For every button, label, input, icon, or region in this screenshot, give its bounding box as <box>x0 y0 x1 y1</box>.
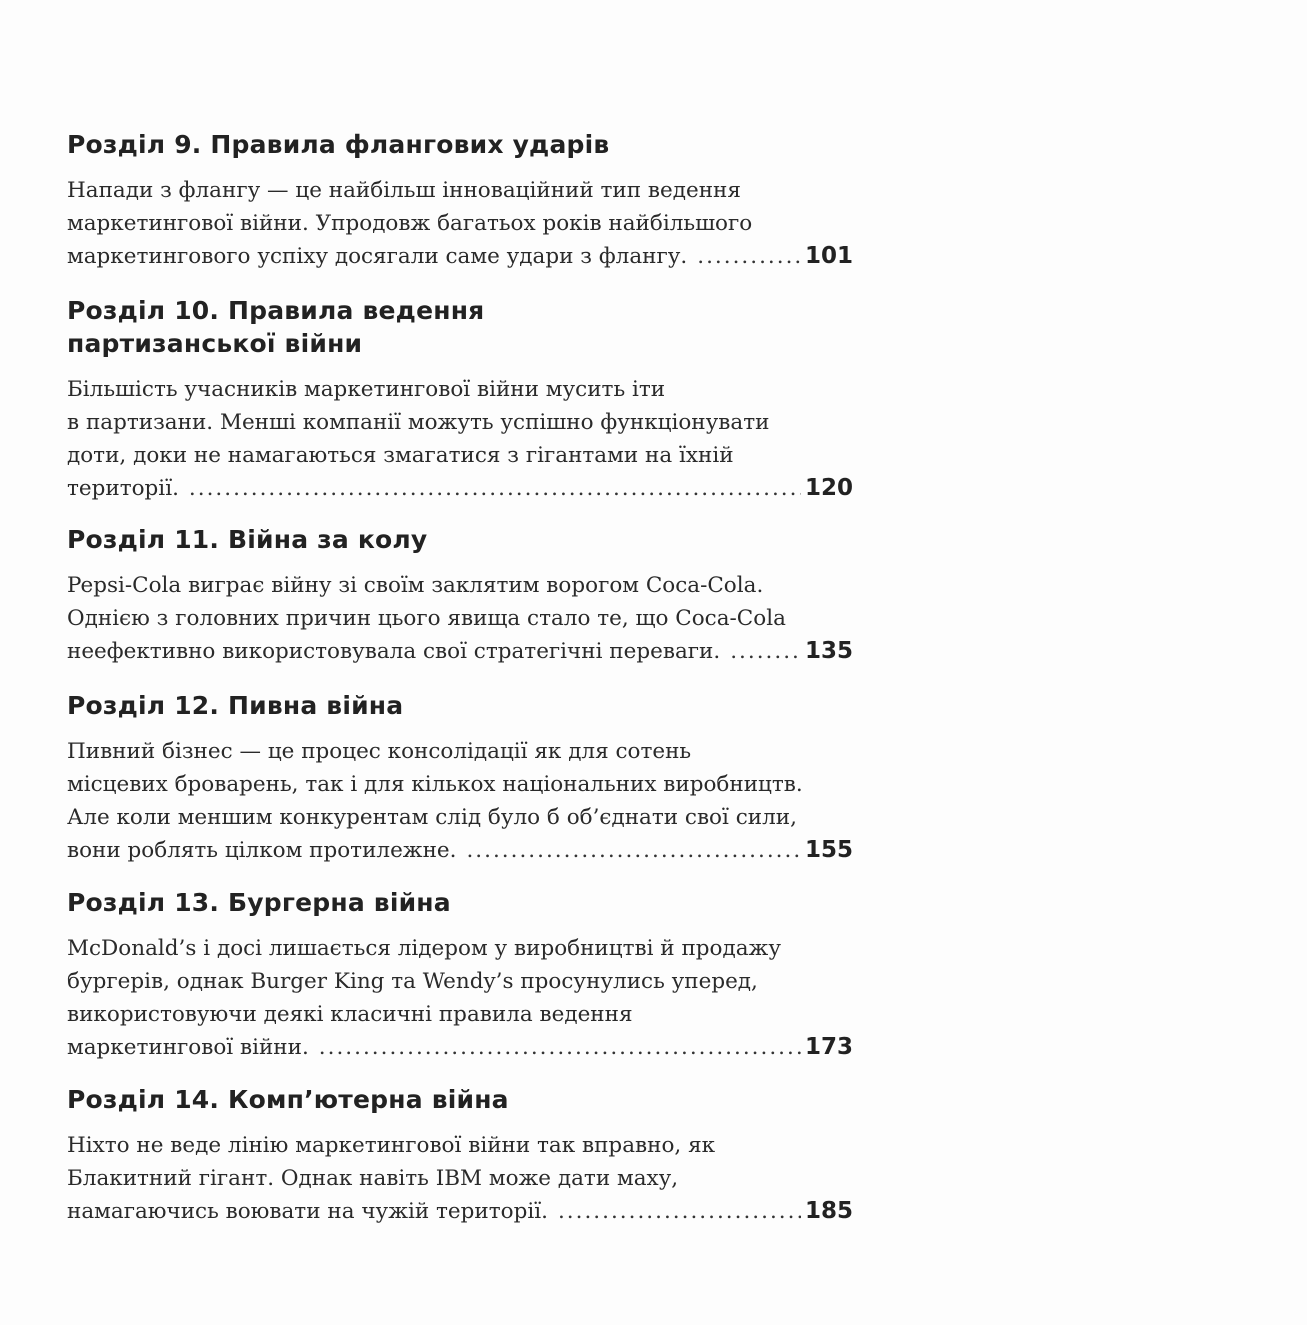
toc-entry-chapter-9 <box>67 128 853 273</box>
chapter-title-line: Розділ 11. Війна за колу <box>67 525 428 554</box>
chapter-description <box>67 735 853 867</box>
dot-leader <box>697 240 801 273</box>
chapter-title-line: Розділ 12. Пивна війна <box>67 691 404 720</box>
description-line: неефективно використовувала свої стратегічні переваги. <box>67 639 721 664</box>
chapter-title <box>67 1083 853 1116</box>
description-last-line <box>67 472 853 505</box>
description-line: Напади з флангу — це найбільш інноваційний тип ведення <box>67 178 741 203</box>
description-line: Але коли меншим конкурентам слід було б об’єднати свої сили, <box>67 805 797 830</box>
description-line: маркетингової війни. Упродовж багатьох років найбільшого <box>67 211 753 236</box>
toc-entry-chapter-13 <box>67 886 853 1064</box>
dot-leader <box>189 472 801 505</box>
chapter-description <box>67 174 853 273</box>
description-line: вони роблять цілком протилежне. <box>67 838 457 863</box>
description-last-line <box>67 1031 853 1064</box>
toc-entry-chapter-11 <box>67 523 853 668</box>
description-last-line <box>67 1195 853 1228</box>
page-number: 135 <box>804 638 853 664</box>
description-line: використовуючи деякі класичні правила ведення <box>67 1002 633 1027</box>
chapter-description <box>67 1129 853 1228</box>
chapter-description <box>67 932 853 1064</box>
chapter-title <box>67 523 853 556</box>
dot-leader <box>558 1195 801 1228</box>
dot-leader <box>730 635 801 668</box>
description-last-line <box>67 834 853 867</box>
chapter-title-line: Розділ 9. Правила флангових ударів <box>67 130 610 159</box>
description-last-line <box>67 635 853 668</box>
dot-leader <box>319 1031 801 1064</box>
chapter-description <box>67 569 853 668</box>
description-line: доти, доки не намагаються змагатися з гігантами на їхній <box>67 443 734 468</box>
chapter-title <box>67 128 853 161</box>
description-line: McDonald’s і досі лишається лідером у виробництві й продажу <box>67 936 781 961</box>
toc-entry-chapter-12 <box>67 689 853 867</box>
description-line: Однією з головних причин цього явища стало те, що Coca-Cola <box>67 606 786 631</box>
chapter-title-line: Розділ 14. Комп’ютерна війна <box>67 1085 509 1114</box>
description-line: бургерів, однак Burger King та Wendy’s просунулись уперед, <box>67 969 758 994</box>
description-line: Pepsi-Cola виграє війну зі своїм заклятим ворогом Coca-Cola. <box>67 573 764 598</box>
chapter-title-line: Розділ 13. Бургерна війна <box>67 888 451 917</box>
toc-entry-chapter-10 <box>67 294 853 505</box>
chapter-title-line: Розділ 10. Правила ведення <box>67 296 485 325</box>
page-number: 185 <box>804 1198 853 1224</box>
chapter-title-line: партизанської війни <box>67 329 363 358</box>
page-number: 155 <box>804 837 853 863</box>
page-number: 173 <box>804 1034 853 1060</box>
description-line: Блакитний гігант. Однак навіть IBM може дати маху, <box>67 1166 679 1191</box>
description-line: території. <box>67 476 179 501</box>
chapter-description <box>67 373 853 505</box>
chapter-title <box>67 689 853 722</box>
description-line: в партизани. Менші компанії можуть успішно функціонувати <box>67 410 770 435</box>
description-line: Більшість учасників маркетингової війни мусить іти <box>67 377 666 402</box>
toc-entry-chapter-14 <box>67 1083 853 1228</box>
chapter-title <box>67 886 853 919</box>
description-line: Ніхто не веде лінію маркетингової війни так вправно, як <box>67 1133 716 1158</box>
dot-leader <box>466 834 801 867</box>
description-line: намагаючись воювати на чужій території. <box>67 1199 548 1224</box>
description-last-line <box>67 240 853 273</box>
chapter-title <box>67 294 853 360</box>
page-number: 101 <box>804 243 853 269</box>
description-line: Пивний бізнес — це процес консолідації як для сотень <box>67 739 692 764</box>
description-line: місцевих броварень, так і для кількох національних виробництв. <box>67 772 803 797</box>
page-number: 120 <box>804 475 853 501</box>
description-line: маркетингового успіху досягали саме удари з флангу. <box>67 244 688 269</box>
description-line: маркетингової війни. <box>67 1035 309 1060</box>
